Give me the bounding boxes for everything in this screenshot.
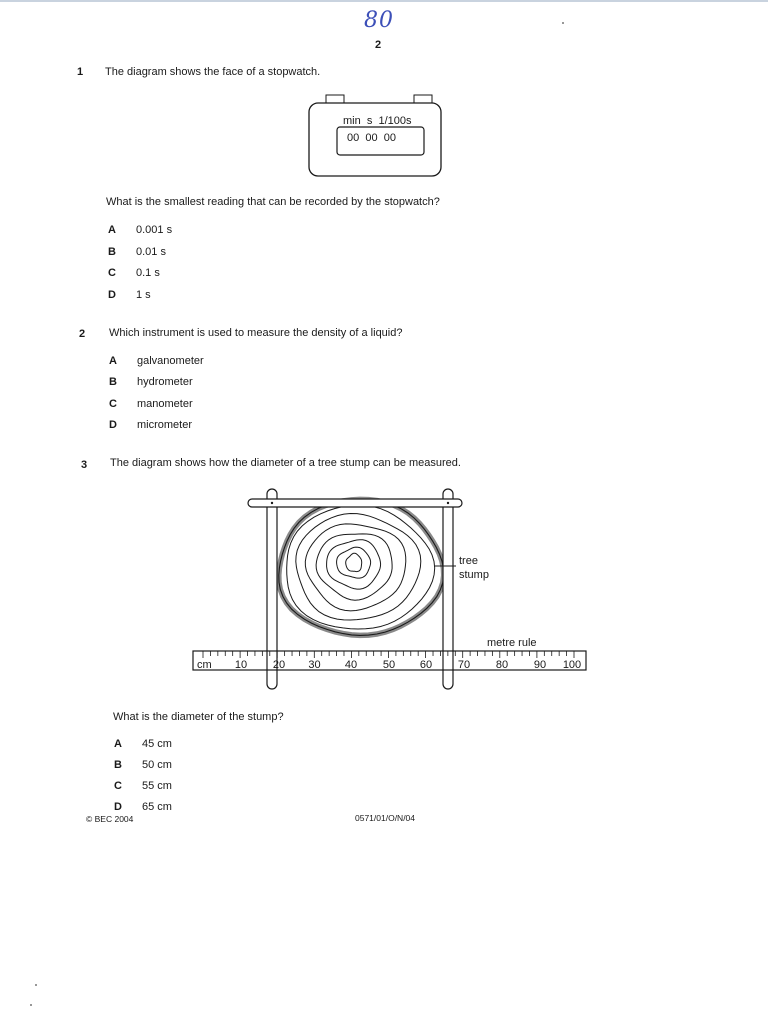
question-3-option-b[interactable]: B 50 cm	[114, 759, 172, 771]
label-tree: tree	[459, 555, 478, 567]
scan-top-edge	[0, 0, 768, 2]
stump-rings	[279, 499, 444, 635]
stopwatch-display-value: 00 00 00	[347, 132, 396, 144]
scan-speck	[35, 984, 37, 986]
label-metre-rule: metre rule	[487, 637, 537, 649]
question-2-option-d[interactable]: D micrometer	[109, 419, 193, 431]
question-2-option-b[interactable]: B hydrometer	[109, 376, 193, 388]
stopwatch-diagram	[300, 92, 450, 182]
scan-speck	[562, 22, 564, 24]
top-crossbar	[248, 499, 462, 507]
question-1-option-c[interactable]: C 0.1 s	[108, 267, 160, 279]
handwritten-mark: 80	[364, 8, 394, 33]
question-1-option-a[interactable]: A 0.001 s	[108, 224, 173, 236]
rule-label-60: 60	[419, 659, 433, 671]
rule-label-50: 50	[382, 659, 396, 671]
question-1-option-d[interactable]: D 1 s	[108, 289, 151, 301]
rule-label-80: 80	[495, 659, 509, 671]
label-stump: stump	[459, 569, 489, 581]
question-2-option-c[interactable]: C manometer	[109, 398, 193, 410]
tree-stump-diagram	[190, 486, 590, 694]
question-2-number: 2	[79, 328, 86, 340]
question-3-number: 3	[81, 459, 88, 471]
rule-label-70: 70	[457, 659, 471, 671]
question-3-stem: The diagram shows how the diameter of a tree stump can be measured.	[110, 457, 461, 469]
question-3-prompt: What is the diameter of the stump?	[113, 711, 284, 723]
question-3-option-d[interactable]: D 65 cm	[114, 801, 172, 813]
top-pin-left	[271, 502, 273, 504]
top-pin-right	[447, 502, 449, 504]
rule-unit-cm: cm	[197, 659, 212, 671]
question-1-number: 1	[77, 66, 84, 78]
question-3-option-c[interactable]: C 55 cm	[114, 780, 172, 792]
question-1-option-b[interactable]: B 0.01 s	[108, 246, 166, 258]
rule-label-20: 20	[272, 659, 286, 671]
question-1-stem: The diagram shows the face of a stopwatch.	[105, 66, 321, 78]
footer-copyright: © BEC 2004	[86, 814, 134, 824]
question-2-stem: Which instrument is used to measure the density of a liquid?	[109, 327, 403, 339]
rule-label-10: 10	[234, 659, 248, 671]
footer-code: 0571/01/O/N/04	[355, 813, 416, 823]
rule-label-100: 100	[562, 659, 582, 671]
scan-speck	[30, 1004, 32, 1006]
rule-label-30: 30	[308, 659, 321, 671]
question-3-option-a[interactable]: A 45 cm	[114, 738, 172, 750]
question-1-prompt: What is the smallest reading that can be recorded by the stopwatch?	[106, 196, 440, 208]
rule-label-90: 90	[533, 659, 547, 671]
question-2-option-a[interactable]: A galvanometer	[109, 355, 204, 367]
stopwatch-header: min s 1/100s	[343, 115, 412, 127]
rule-label-40: 40	[344, 659, 358, 671]
page-number: 2	[375, 39, 382, 51]
